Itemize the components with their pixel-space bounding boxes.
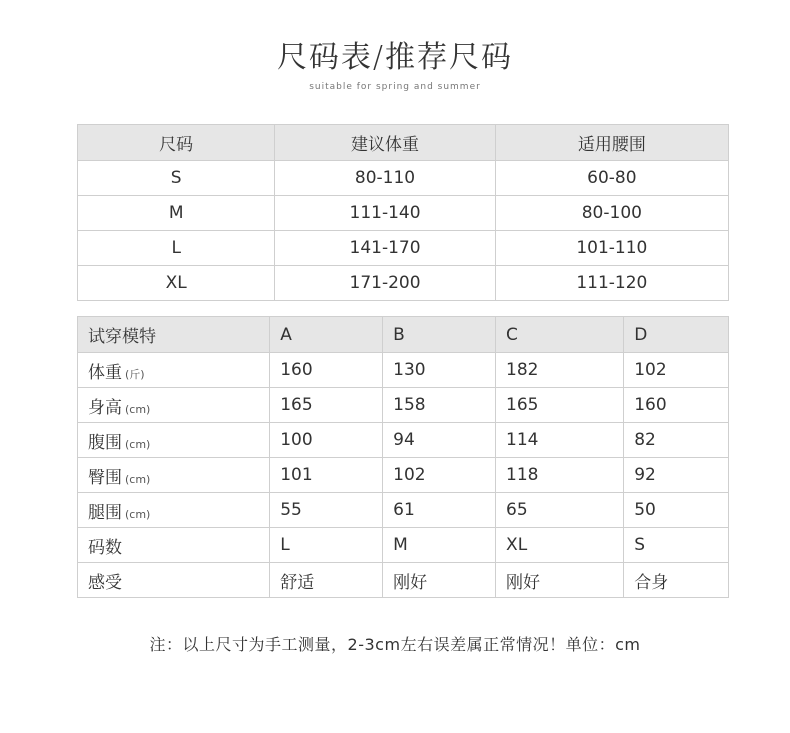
model-b-cell: M bbox=[383, 528, 496, 563]
weight-cell: 171-200 bbox=[275, 266, 495, 301]
model-a-cell: 舒适 bbox=[270, 563, 383, 598]
model-c-cell: 165 bbox=[496, 388, 624, 423]
table-row bbox=[78, 266, 729, 301]
table-row bbox=[78, 388, 729, 423]
model-b-cell: 158 bbox=[383, 388, 496, 423]
row-label bbox=[78, 458, 270, 493]
size-cell: L bbox=[78, 231, 275, 266]
model-c-cell: 114 bbox=[496, 423, 624, 458]
model-header-row bbox=[78, 317, 729, 353]
model-c-cell: 刚好 bbox=[496, 563, 624, 598]
table-row bbox=[78, 458, 729, 493]
model-a-cell: 100 bbox=[270, 423, 383, 458]
page-title: 尺码表/推荐尺码 bbox=[276, 40, 514, 75]
weight-cell: 141-170 bbox=[275, 231, 495, 266]
page-subtitle: suitable for spring and summer bbox=[309, 82, 481, 92]
model-c-cell: 118 bbox=[496, 458, 624, 493]
row-unit: (cm) bbox=[125, 507, 151, 521]
size-cell: M bbox=[78, 196, 275, 231]
table-row bbox=[78, 528, 729, 563]
row-label-text: 感受 bbox=[88, 572, 122, 593]
table-row bbox=[78, 196, 729, 231]
model-d-cell: 102 bbox=[624, 353, 729, 388]
row-label bbox=[78, 353, 270, 388]
row-unit: (cm) bbox=[125, 437, 151, 451]
row-label bbox=[78, 493, 270, 528]
size-cell: XL bbox=[78, 266, 275, 301]
model-d-cell: S bbox=[624, 528, 729, 563]
table-row bbox=[78, 423, 729, 458]
size-chart-header-row bbox=[78, 125, 729, 161]
row-label bbox=[78, 563, 270, 598]
table-row bbox=[78, 353, 729, 388]
row-label-text: 体重 bbox=[88, 362, 122, 383]
model-a-header: A bbox=[270, 317, 383, 353]
model-b-cell: 61 bbox=[383, 493, 496, 528]
model-c-header: C bbox=[496, 317, 624, 353]
model-c-cell: 65 bbox=[496, 493, 624, 528]
waist-header: 适用腰围 bbox=[495, 125, 728, 161]
size-header: 尺码 bbox=[78, 125, 275, 161]
row-label-text: 臀围 bbox=[88, 467, 122, 488]
waist-cell: 101-110 bbox=[495, 231, 728, 266]
row-label bbox=[78, 423, 270, 458]
row-unit: (cm) bbox=[125, 472, 151, 486]
model-d-cell: 160 bbox=[624, 388, 729, 423]
size-chart-table bbox=[77, 124, 729, 301]
model-b-cell: 94 bbox=[383, 423, 496, 458]
table-row bbox=[78, 493, 729, 528]
model-d-cell: 92 bbox=[624, 458, 729, 493]
row-label-text: 腿围 bbox=[88, 502, 122, 523]
row-label bbox=[78, 388, 270, 423]
table-row bbox=[78, 563, 729, 598]
model-a-cell: L bbox=[270, 528, 383, 563]
waist-cell: 60-80 bbox=[495, 161, 728, 196]
model-d-cell: 50 bbox=[624, 493, 729, 528]
row-label-text: 码数 bbox=[88, 537, 122, 558]
row-label-text: 腹围 bbox=[88, 432, 122, 453]
model-d-cell: 合身 bbox=[624, 563, 729, 598]
model-c-cell: 182 bbox=[496, 353, 624, 388]
model-a-cell: 55 bbox=[270, 493, 383, 528]
model-b-cell: 刚好 bbox=[383, 563, 496, 598]
weight-header: 建议体重 bbox=[275, 125, 495, 161]
model-d-cell: 82 bbox=[624, 423, 729, 458]
waist-cell: 111-120 bbox=[495, 266, 728, 301]
model-header-label: 试穿模特 bbox=[78, 317, 270, 353]
size-cell: S bbox=[78, 161, 275, 196]
model-b-header: B bbox=[383, 317, 496, 353]
row-label bbox=[78, 528, 270, 563]
measurement-note: 注：以上尺寸为手工测量，2-3cm左右误差属正常情况！单位：cm bbox=[149, 635, 641, 654]
row-unit: (cm) bbox=[125, 402, 151, 416]
model-c-cell: XL bbox=[496, 528, 624, 563]
row-label-text: 身高 bbox=[88, 397, 122, 418]
model-a-cell: 165 bbox=[270, 388, 383, 423]
waist-cell: 80-100 bbox=[495, 196, 728, 231]
model-a-cell: 160 bbox=[270, 353, 383, 388]
model-b-cell: 130 bbox=[383, 353, 496, 388]
table-row bbox=[78, 161, 729, 196]
model-fit-table bbox=[77, 316, 729, 598]
model-d-header: D bbox=[624, 317, 729, 353]
model-a-cell: 101 bbox=[270, 458, 383, 493]
weight-cell: 80-110 bbox=[275, 161, 495, 196]
row-unit: (斤) bbox=[125, 367, 145, 381]
table-row bbox=[78, 231, 729, 266]
model-b-cell: 102 bbox=[383, 458, 496, 493]
weight-cell: 111-140 bbox=[275, 196, 495, 231]
